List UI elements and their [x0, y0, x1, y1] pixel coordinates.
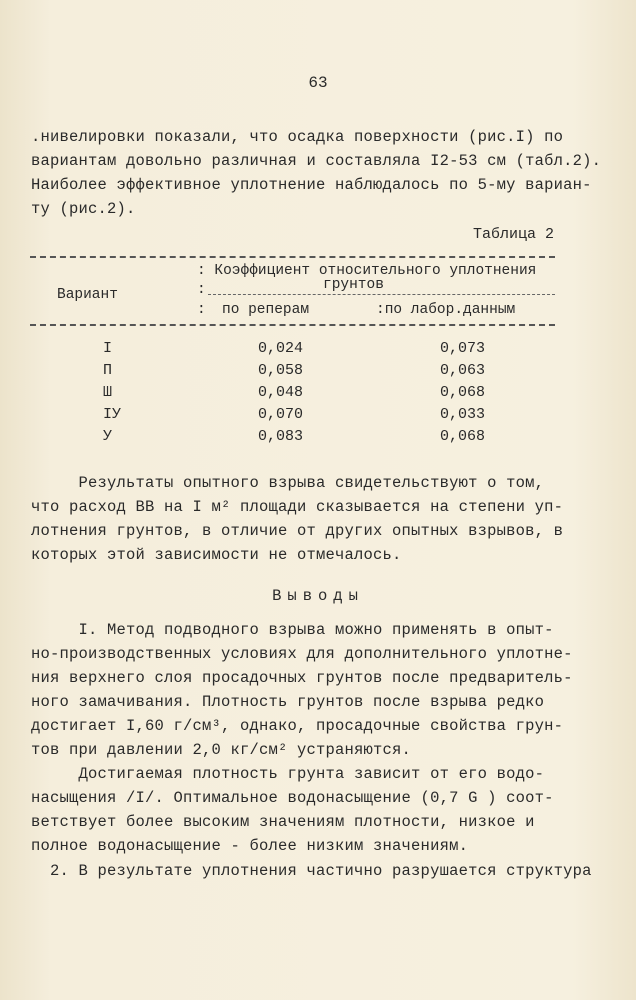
header-colon-mark: :: [197, 302, 206, 318]
table-cell: 0,048: [258, 384, 304, 401]
results-line-2: что расход ВВ на I м² площади сказывается на степени уп-: [31, 498, 564, 516]
conclusions-heading: Выводы: [272, 587, 364, 605]
conclusion-line: ния верхнего слоя просадочных грунтов после предваритель-: [31, 669, 573, 687]
header-colon-mark: :: [197, 282, 206, 298]
conclusion-line: достигает I,60 г/см³, однако, просадочные свойства грун-: [31, 717, 564, 735]
intro-line-3: Наиболее эффективное уплотнение наблюдалось по 5-му вариан-: [31, 176, 592, 194]
table-header-rule: [30, 324, 555, 326]
table-cell: IУ: [103, 406, 122, 423]
table-cell: У: [103, 428, 113, 445]
table-cell: 0,063: [440, 362, 486, 379]
conclusion-line: но-производственных условиях для дополнительного уплотне-: [31, 645, 573, 663]
results-line-3: лотнения грунтов, в отличие от других опытных взрывов, в: [31, 522, 564, 540]
table-cell: 0,068: [440, 384, 486, 401]
intro-line-2: вариантам довольно различная и составляла I2-53 см (табл.2).: [31, 152, 602, 170]
table-top-rule: [30, 256, 555, 258]
conclusion-line: ветствует более высоким значениям плотности, низкое и: [31, 813, 535, 831]
table-cell: 0,068: [440, 428, 486, 445]
results-line-4: которых этой зависимости не отмечалось.: [31, 546, 402, 564]
header-soils: грунтов: [323, 277, 384, 293]
intro-line-1: .нивелировки показали, что осадка поверхности (рис.I) по: [31, 128, 564, 146]
table-cell: 0,058: [258, 362, 304, 379]
conclusion-line: Достигаемая плотность грунта зависит от его водо-: [31, 765, 545, 783]
conclusion-line: насыщения /I/. Оптимальное водонасыщение (0,7 G ) соот-: [31, 789, 554, 807]
table-cell: Ш: [103, 384, 113, 401]
table-cell: 0,073: [440, 340, 486, 357]
header-sub-rule: [208, 294, 555, 295]
conclusion-line: ного замачивания. Плотность грунтов после взрыва редко: [31, 693, 545, 711]
conclusion-line: I. Метод подводного взрыва можно применять в опыт-: [31, 621, 554, 639]
conclusion-line: полное водонасыщение - более низким значениям.: [31, 837, 469, 855]
table-cell: П: [103, 362, 113, 379]
page-number: 63: [308, 74, 328, 92]
table-caption: Таблица 2: [472, 226, 554, 243]
header-by-lab-data: :по лабор.данным: [376, 302, 516, 318]
table-cell: I: [103, 340, 113, 357]
conclusion-2-line: 2. В результате уплотнения частично разрушается структура: [31, 862, 592, 880]
header-by-benchmarks: по реперам: [222, 302, 310, 318]
table-cell: 0,070: [258, 406, 304, 423]
table-cell: 0,033: [440, 406, 486, 423]
conclusion-line: тов при давлении 2,0 кг/см² устраняются.: [31, 741, 412, 759]
table-cell: 0,083: [258, 428, 304, 445]
table-cell: 0,024: [258, 340, 304, 357]
header-variant: Вариант: [57, 287, 118, 303]
header-coefficient: : Коэффициент относительного уплотнения: [197, 263, 537, 279]
intro-line-4: ту (рис.2).: [31, 200, 136, 218]
results-line-1: Результаты опытного взрыва свидетельствуют о том,: [31, 474, 545, 492]
